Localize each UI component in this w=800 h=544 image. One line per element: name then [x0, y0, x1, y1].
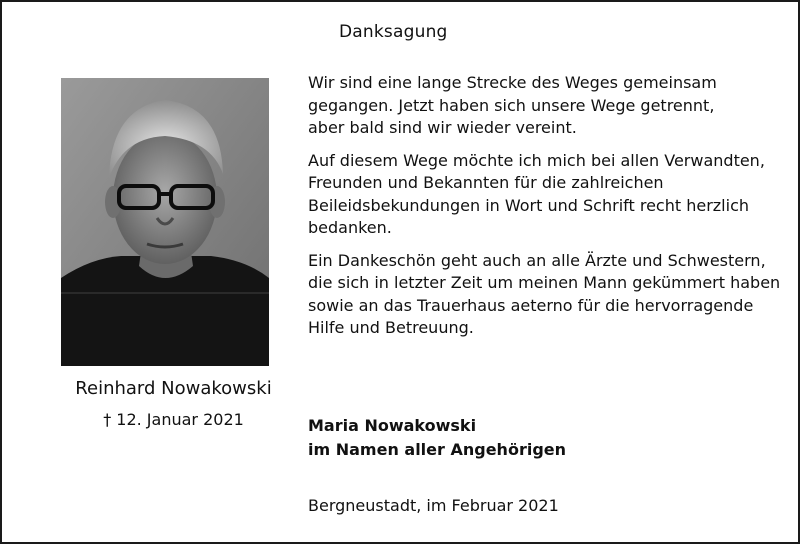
paragraph-1: Wir sind eine lange Strecke des Weges gemeinsam gegangen. Jetzt haben sich unsere Wege getrennt, aber bald sind wir wieder vereint.	[308, 73, 717, 137]
signature-block	[308, 414, 788, 462]
paragraph-2: Auf diesem Wege möchte ich mich bei allen Verwandten, Freunden und Bekannten für die zahlreichen Beileidsbekundungen in Wort und Schrift recht herzlich bedanken.	[308, 150, 765, 237]
signature-name: Maria Nowakowski	[308, 416, 477, 435]
paragraph-3: Ein Dankeschön geht auch an alle Ärzte und Schwestern, die sich in letzter Zeit um meinen Mann gekümmert haben sowie an das Trauerhaus aeterno für die hervorragende Hilfe und Betreuung.	[308, 250, 781, 337]
signature-subtitle: im Namen aller Angehörigen	[308, 440, 567, 459]
place-date: Bergneustadt, im Februar 2021	[308, 496, 559, 515]
deceased-name: Reinhard Nowakowski	[75, 378, 272, 399]
death-date: † 12. Januar 2021	[103, 410, 244, 429]
notice-heading: Danksagung	[339, 22, 448, 42]
notice-body	[308, 72, 788, 350]
portrait-photo-icon	[61, 78, 269, 366]
portrait-photo	[61, 78, 269, 366]
